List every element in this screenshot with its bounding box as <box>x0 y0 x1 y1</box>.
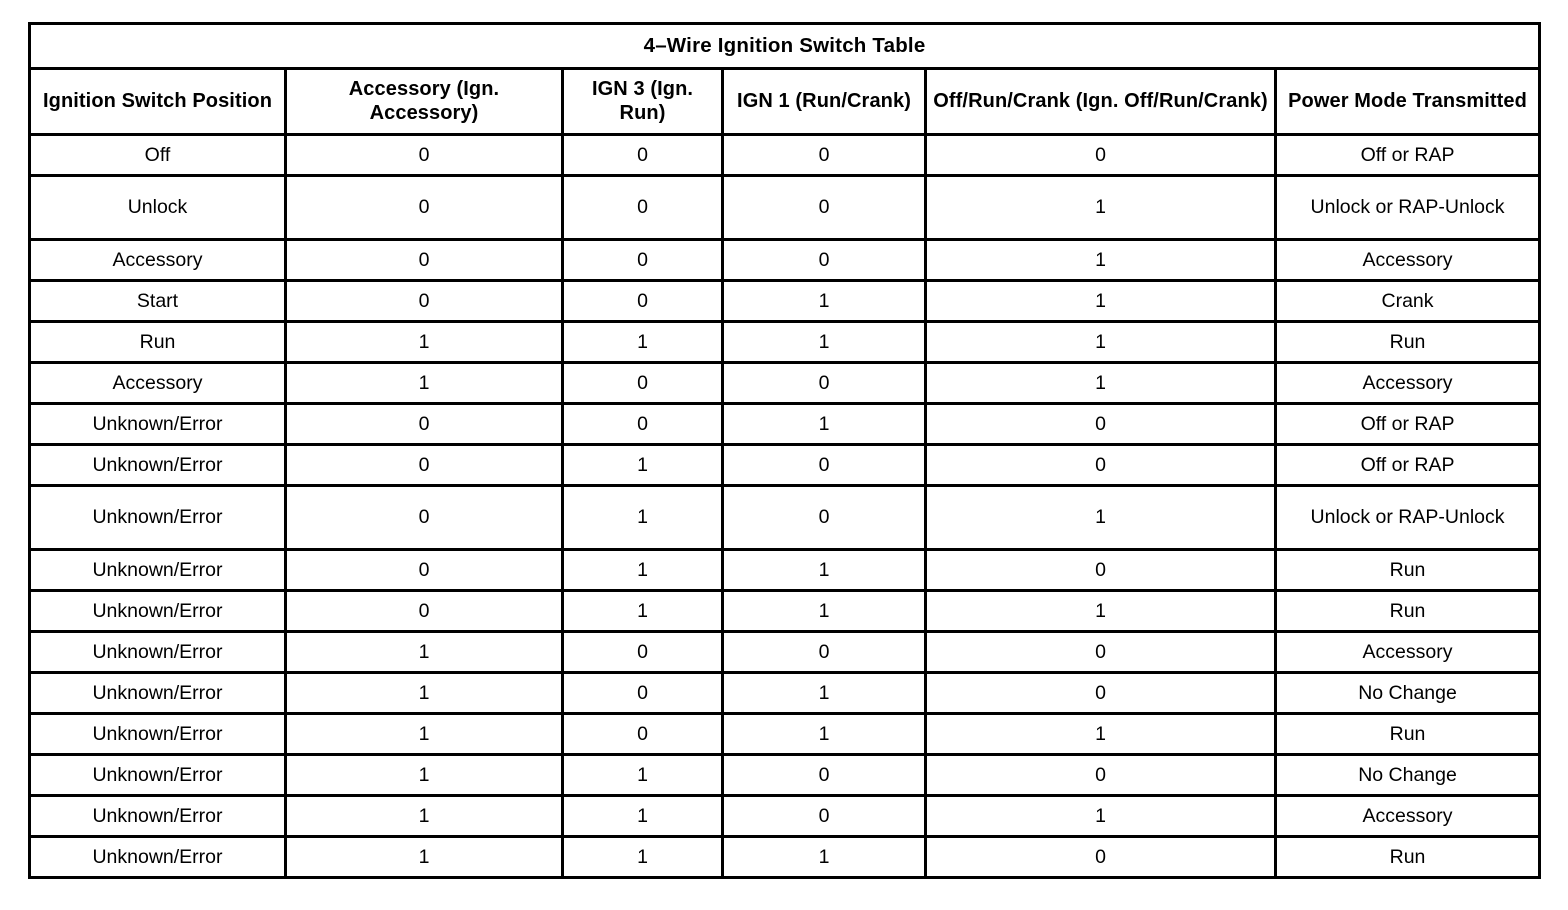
cell-accessory: 0 <box>286 550 563 591</box>
cell-ign1: 1 <box>723 591 926 632</box>
cell-accessory: 0 <box>286 404 563 445</box>
cell-accessory: 1 <box>286 673 563 714</box>
cell-position: Unknown/Error <box>30 673 286 714</box>
cell-power-mode: Accessory <box>1276 240 1540 281</box>
cell-ign1: 0 <box>723 240 926 281</box>
cell-power-mode: Run <box>1276 714 1540 755</box>
cell-ign1: 1 <box>723 673 926 714</box>
table-row <box>30 632 1540 673</box>
cell-ign3: 1 <box>563 837 723 878</box>
cell-power-mode: Off or RAP <box>1276 404 1540 445</box>
cell-off-run-crank: 1 <box>926 486 1276 550</box>
table-row <box>30 837 1540 878</box>
cell-off-run-crank: 1 <box>926 591 1276 632</box>
table-row <box>30 135 1540 176</box>
cell-accessory: 1 <box>286 796 563 837</box>
cell-position: Accessory <box>30 363 286 404</box>
column-header-ign3: IGN 3 (Ign. Run) <box>563 69 723 135</box>
table-title-row <box>30 24 1540 69</box>
cell-off-run-crank: 0 <box>926 445 1276 486</box>
cell-off-run-crank: 0 <box>926 404 1276 445</box>
table-row <box>30 176 1540 240</box>
cell-power-mode: Off or RAP <box>1276 135 1540 176</box>
cell-accessory: 1 <box>286 755 563 796</box>
cell-off-run-crank: 1 <box>926 281 1276 322</box>
cell-position: Unknown/Error <box>30 796 286 837</box>
cell-power-mode: Run <box>1276 322 1540 363</box>
cell-power-mode: Unlock or RAP-Unlock <box>1276 176 1540 240</box>
cell-accessory: 1 <box>286 714 563 755</box>
cell-position: Unknown/Error <box>30 714 286 755</box>
cell-position: Off <box>30 135 286 176</box>
cell-ign1: 1 <box>723 322 926 363</box>
cell-off-run-crank: 0 <box>926 632 1276 673</box>
cell-ign1: 1 <box>723 281 926 322</box>
table-row <box>30 486 1540 550</box>
cell-position: Accessory <box>30 240 286 281</box>
cell-ign3: 1 <box>563 486 723 550</box>
cell-power-mode: Off or RAP <box>1276 445 1540 486</box>
cell-ign3: 1 <box>563 322 723 363</box>
column-header-power-mode: Power Mode Transmitted <box>1276 69 1540 135</box>
cell-power-mode: Crank <box>1276 281 1540 322</box>
cell-ign1: 0 <box>723 445 926 486</box>
cell-ign1: 0 <box>723 632 926 673</box>
cell-ign3: 0 <box>563 240 723 281</box>
cell-power-mode: Run <box>1276 837 1540 878</box>
cell-ign1: 0 <box>723 135 926 176</box>
table-header-row <box>30 69 1540 135</box>
cell-power-mode: Accessory <box>1276 363 1540 404</box>
column-header-off-run-crank: Off/Run/Crank (Ign. Off/Run/Crank) <box>926 69 1276 135</box>
table-row <box>30 550 1540 591</box>
cell-accessory: 1 <box>286 632 563 673</box>
cell-power-mode: No Change <box>1276 755 1540 796</box>
cell-ign1: 0 <box>723 363 926 404</box>
cell-ign1: 1 <box>723 550 926 591</box>
table-row <box>30 281 1540 322</box>
cell-accessory: 0 <box>286 135 563 176</box>
cell-ign3: 1 <box>563 755 723 796</box>
cell-ign1: 0 <box>723 755 926 796</box>
cell-off-run-crank: 1 <box>926 796 1276 837</box>
cell-accessory: 0 <box>286 240 563 281</box>
table-row <box>30 714 1540 755</box>
column-header-ign1: IGN 1 (Run/Crank) <box>723 69 926 135</box>
column-header-position: Ignition Switch Position <box>30 69 286 135</box>
cell-power-mode: Run <box>1276 550 1540 591</box>
cell-off-run-crank: 1 <box>926 322 1276 363</box>
table-row <box>30 240 1540 281</box>
table-row <box>30 755 1540 796</box>
cell-ign1: 1 <box>723 714 926 755</box>
cell-off-run-crank: 0 <box>926 755 1276 796</box>
cell-ign3: 0 <box>563 632 723 673</box>
cell-ign3: 1 <box>563 445 723 486</box>
cell-accessory: 0 <box>286 486 563 550</box>
table-row <box>30 591 1540 632</box>
table-row <box>30 673 1540 714</box>
cell-power-mode: Accessory <box>1276 796 1540 837</box>
cell-power-mode: Run <box>1276 591 1540 632</box>
cell-off-run-crank: 0 <box>926 673 1276 714</box>
cell-position: Start <box>30 281 286 322</box>
cell-position: Unknown/Error <box>30 632 286 673</box>
cell-off-run-crank: 1 <box>926 714 1276 755</box>
table-title: 4–Wire Ignition Switch Table <box>30 24 1540 69</box>
cell-position: Unknown/Error <box>30 837 286 878</box>
cell-accessory: 0 <box>286 176 563 240</box>
cell-off-run-crank: 1 <box>926 240 1276 281</box>
ignition-switch-table-wrapper <box>28 22 1538 879</box>
table-head <box>30 24 1540 135</box>
cell-ign1: 0 <box>723 796 926 837</box>
cell-position: Unknown/Error <box>30 445 286 486</box>
cell-position: Unknown/Error <box>30 486 286 550</box>
cell-ign3: 0 <box>563 281 723 322</box>
cell-ign3: 0 <box>563 176 723 240</box>
cell-accessory: 1 <box>286 837 563 878</box>
table-row <box>30 445 1540 486</box>
cell-ign3: 0 <box>563 404 723 445</box>
cell-ign3: 0 <box>563 363 723 404</box>
cell-ign1: 1 <box>723 404 926 445</box>
column-header-accessory: Accessory (Ign. Accessory) <box>286 69 563 135</box>
cell-position: Unknown/Error <box>30 404 286 445</box>
cell-ign3: 0 <box>563 673 723 714</box>
cell-power-mode: No Change <box>1276 673 1540 714</box>
cell-position: Run <box>30 322 286 363</box>
cell-off-run-crank: 1 <box>926 176 1276 240</box>
cell-off-run-crank: 1 <box>926 363 1276 404</box>
cell-off-run-crank: 0 <box>926 135 1276 176</box>
table-row <box>30 796 1540 837</box>
cell-position: Unknown/Error <box>30 591 286 632</box>
cell-accessory: 1 <box>286 322 563 363</box>
cell-position: Unlock <box>30 176 286 240</box>
cell-accessory: 0 <box>286 591 563 632</box>
cell-ign1: 0 <box>723 486 926 550</box>
cell-ign3: 0 <box>563 714 723 755</box>
table-row <box>30 322 1540 363</box>
cell-position: Unknown/Error <box>30 550 286 591</box>
cell-ign1: 0 <box>723 176 926 240</box>
table-body <box>30 135 1540 878</box>
cell-power-mode: Unlock or RAP-Unlock <box>1276 486 1540 550</box>
cell-ign3: 0 <box>563 135 723 176</box>
cell-accessory: 0 <box>286 445 563 486</box>
cell-off-run-crank: 0 <box>926 837 1276 878</box>
cell-off-run-crank: 0 <box>926 550 1276 591</box>
cell-ign1: 1 <box>723 837 926 878</box>
cell-power-mode: Accessory <box>1276 632 1540 673</box>
cell-accessory: 1 <box>286 363 563 404</box>
cell-position: Unknown/Error <box>30 755 286 796</box>
table-row <box>30 404 1540 445</box>
ignition-switch-table <box>28 22 1541 879</box>
cell-ign3: 1 <box>563 550 723 591</box>
table-row <box>30 363 1540 404</box>
cell-accessory: 0 <box>286 281 563 322</box>
cell-ign3: 1 <box>563 796 723 837</box>
cell-ign3: 1 <box>563 591 723 632</box>
